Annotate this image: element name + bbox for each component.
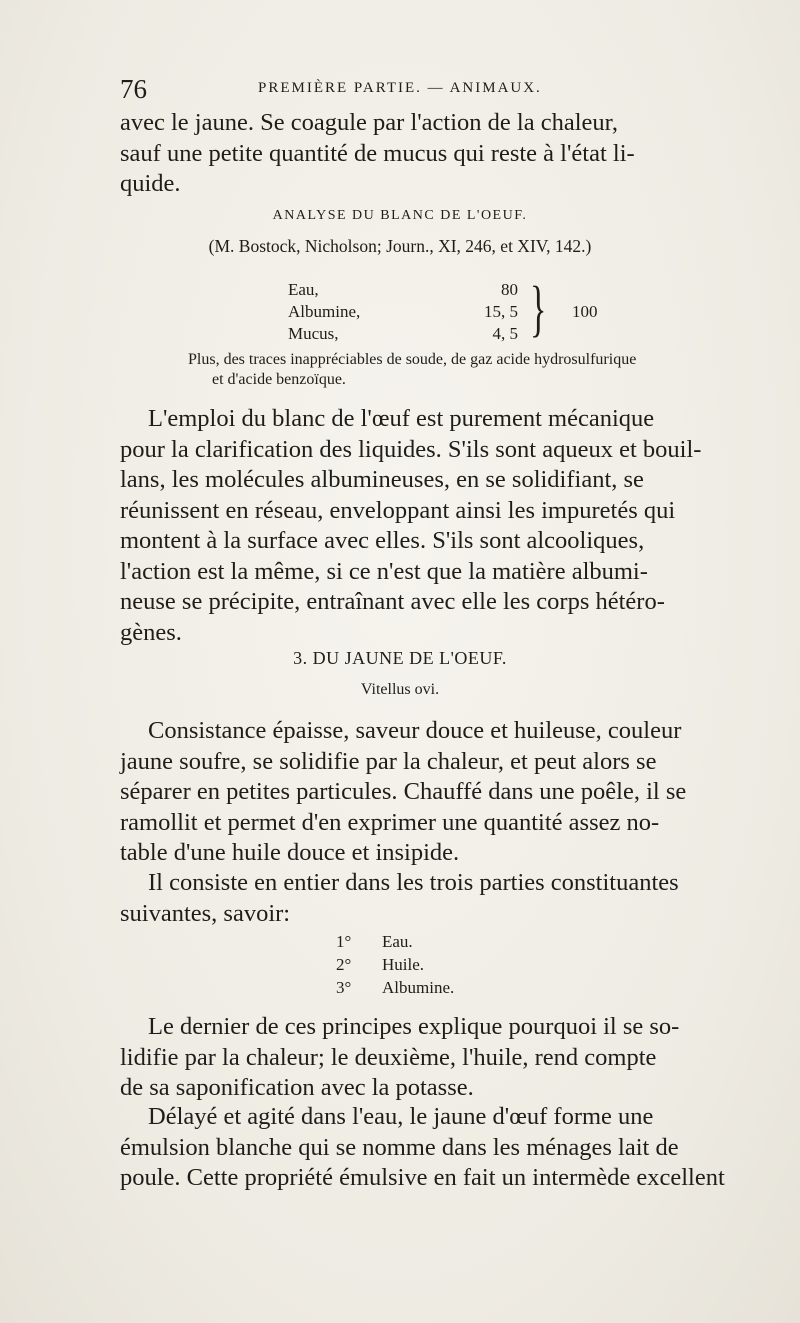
paragraph-consistency xyxy=(120,716,765,869)
analysis-reference: (M. Bostock, Nicholson; Journ., XI, 246, et XIV, 142.) xyxy=(208,236,592,256)
text-line: pour la clarification des liquides. S'ils sont aqueux et bouil- xyxy=(120,435,702,463)
page-number: 76 xyxy=(120,74,147,104)
text-line: neuse se précipite, entraînant avec elle les corps hétéro- xyxy=(120,588,665,615)
analysis-note-line: et d'acide benzoïque. xyxy=(212,371,346,388)
text-line: gènes. xyxy=(120,618,182,646)
text-line: montent à la surface avec elles. S'ils sont alcooliques, xyxy=(120,527,645,554)
text-line: L'emploi du blanc de l'œuf est purement mécanique xyxy=(148,405,655,432)
page-header xyxy=(120,74,760,104)
text-line: Délayé et agité dans l'eau, le jaune d'œuf forme une xyxy=(148,1103,654,1130)
brace-symbol: } xyxy=(530,275,547,343)
component-label: Huile. xyxy=(382,955,425,974)
text-line: Consistance épaisse, saveur douce et huileuse, couleur xyxy=(148,717,682,744)
running-title: PREMIÈRE PARTIE. — ANIMAUX. xyxy=(258,80,542,96)
paragraph-principles xyxy=(120,1012,765,1104)
component-label: Albumine. xyxy=(382,978,455,997)
text-line: émulsion blanche qui se nomme dans les ménages lait de xyxy=(120,1133,679,1161)
component-name: Mucus, xyxy=(288,324,339,343)
component-label: Eau. xyxy=(382,932,413,951)
text-line: avec le jaune. Se coagule par l'action de la chaleur, xyxy=(120,109,618,136)
text-line: de sa saponification avec la potasse. xyxy=(120,1074,474,1101)
text-line: ramollit et permet d'en exprimer une quantité assez no- xyxy=(120,808,660,836)
text-line: jaune soufre, se solidifie par la chaleur, et peut alors se xyxy=(120,747,657,775)
text-line: quide. xyxy=(120,170,181,197)
analysis-note-line: Plus, des traces inappréciables de soude, de gaz acide hydrosulfurique xyxy=(188,351,637,368)
text-line: lidifie par la chaleur; le deuxième, l'huile, rend compte xyxy=(120,1043,657,1071)
paragraph-emulsion xyxy=(120,1102,765,1194)
component-item xyxy=(336,955,424,975)
text-line: table d'une huile douce et insipide. xyxy=(120,839,460,866)
component-name: Albumine, xyxy=(288,302,361,321)
text-line: lans, les molécules albumineuses, en se solidifiant, se xyxy=(120,466,644,493)
text-line: sauf une petite quantité de mucus qui reste à l'état li- xyxy=(120,139,635,167)
component-number: 1° xyxy=(336,932,352,951)
paragraph-composition xyxy=(120,868,765,929)
text-line: suivantes, savoir: xyxy=(120,899,291,927)
paragraph-clarification xyxy=(120,404,765,648)
component-number: 2° xyxy=(336,955,352,974)
text-line: Le dernier de ces principes explique pourquoi il se so- xyxy=(148,1013,680,1040)
text-line: l'action est la même, si ce n'est que la matière albumi- xyxy=(120,557,648,585)
component-number: 3° xyxy=(336,978,352,997)
section-latin-name: Vitellus ovi. xyxy=(360,681,440,698)
component-item xyxy=(336,932,413,952)
component-value: 80 xyxy=(501,280,518,299)
analysis-total: 100 xyxy=(572,302,598,321)
component-name: Eau, xyxy=(288,280,319,299)
component-value: 15, 5 xyxy=(484,302,518,321)
text-line: réunissent en réseau, enveloppant ainsi les impuretés qui xyxy=(120,496,676,524)
section-title: 3. DU JAUNE DE L'OEUF. xyxy=(293,648,507,668)
text-line: poule. Cette propriété émulsive en fait un intermède excellent xyxy=(120,1164,725,1191)
intro-paragraph xyxy=(120,108,765,200)
component-value: 4, 5 xyxy=(492,324,518,343)
text-line: séparer en petites particules. Chauffé dans une poêle, il se xyxy=(120,778,687,805)
text-line: Il consiste en entier dans les trois parties constituantes xyxy=(148,869,679,896)
analysis-title: ANALYSE DU BLANC DE L'OEUF. xyxy=(272,208,528,223)
component-item xyxy=(336,978,454,998)
